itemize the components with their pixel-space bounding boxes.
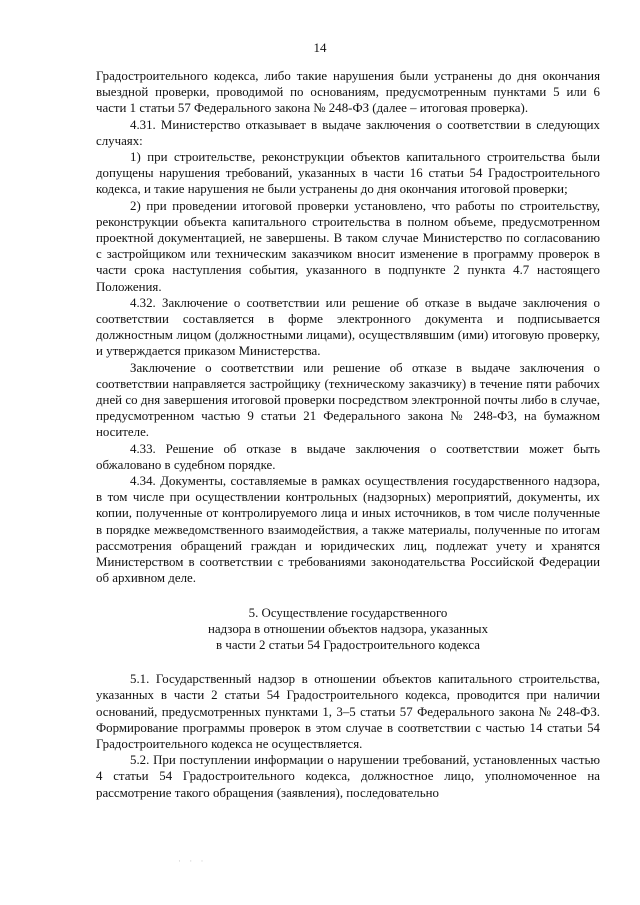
section-heading-line: в части 2 статьи 54 Градостроительного кодекса bbox=[216, 637, 480, 652]
section-heading-line: 5. Осуществление государственного bbox=[248, 605, 448, 620]
paragraph: Заключение о соответствии или решение об отказе в выдаче заключения о соответствии направляется застройщику (техническому заказчику) в течение пяти рабочих дней со дня завершения итоговой проверки посредством электронной почты либо в случае, предусмотренном частью 9 статьи 21 Федерального закона № 248-ФЗ, на бумажном носителе. bbox=[96, 360, 600, 440]
paragraph: 4.31. Министерство отказывает в выдаче заключения о соответствии в следующих случаях: bbox=[96, 117, 600, 148]
document-body bbox=[96, 68, 600, 801]
paragraph: Градостроительного кодекса, либо такие нарушения были устранены до дня окончания выездной проверки, проводимой по основаниям, предусмотренным пунктами 5 или 6 части 1 статьи 57 Федерального закона № 248-ФЗ (далее – итоговая проверка). bbox=[96, 69, 600, 116]
paragraphs-after-section bbox=[96, 671, 600, 801]
paragraph: 1) при строительстве, реконструкции объектов капитального строительства были допущены нарушения требований, указанных в части 16 статьи 54 Градостроительного кодекса, и такие нарушения не были устранены до дня окончания итоговой проверки; bbox=[96, 150, 600, 197]
paragraph: 4.34. Документы, составляемые в рамках осуществления государственного надзора, в том числе при осуществлении контрольных (надзорных) мероприятий, документы, их копии, полученные от контролируемого лица и иных источников, в том числе полученные в порядке межведомственного взаимодействия, а также материалы, полученные по итогам рассмотрения обращений граждан и юридических лиц, подлежат учету и хранятся Министерством в соответствии с требованиями законодательства Российской Федерации об архивном деле. bbox=[96, 474, 600, 586]
faint-scan-marks: · · · bbox=[178, 856, 207, 866]
paragraph: 5.1. Государственный надзор в отношении объектов капитального строительства, указанных в части 2 статьи 54 Градостроительного кодекса, проводится при наличии оснований, предусмотренных пунктами 1, 3–5 статьи 57 Федерального закона № 248-ФЗ. Формирование программы проверок в этом случае в соответствии с частью 14 статьи 54 Градостроительного кодекса не осуществляется. bbox=[96, 672, 600, 751]
paragraphs-before-section bbox=[96, 68, 600, 587]
paragraph: 4.32. Заключение о соответствии или решение об отказе в выдаче заключения о соответствии составляется в форме электронного документа и подписывается должностным лицом (должностными лицами), осуществлявшим (ими) итоговую проверку, и утверждается приказом Министерства. bbox=[96, 295, 600, 359]
page-number: 14 bbox=[313, 40, 327, 55]
paragraph: 4.33. Решение об отказе в выдаче заключения о соответствии может быть обжаловано в судебном порядке. bbox=[96, 441, 600, 472]
section-heading-line: надзора в отношении объектов надзора, указанных bbox=[207, 621, 489, 636]
paragraph: 2) при проведении итоговой проверки установлено, что работы по строительству, реконструкции объекта капитального строительства в полном объеме, предусмотренном проектной документацией, не завершены. В таком случае Министерство по согласованию с застройщиком или техническим заказчиком вносит изменение в программу проверок в части срока наступления события, указанного в подпункте 2 пункта 4.7 настоящего Положения. bbox=[96, 198, 600, 294]
paragraph: 5.2. При поступлении информации о нарушении требований, установленных частью 4 статьи 54 Градостроительного кодекса, должностное лицо, уполномоченное на рассмотрение такого обращения (заявления), последовательно bbox=[96, 753, 600, 800]
section-heading bbox=[96, 605, 600, 654]
